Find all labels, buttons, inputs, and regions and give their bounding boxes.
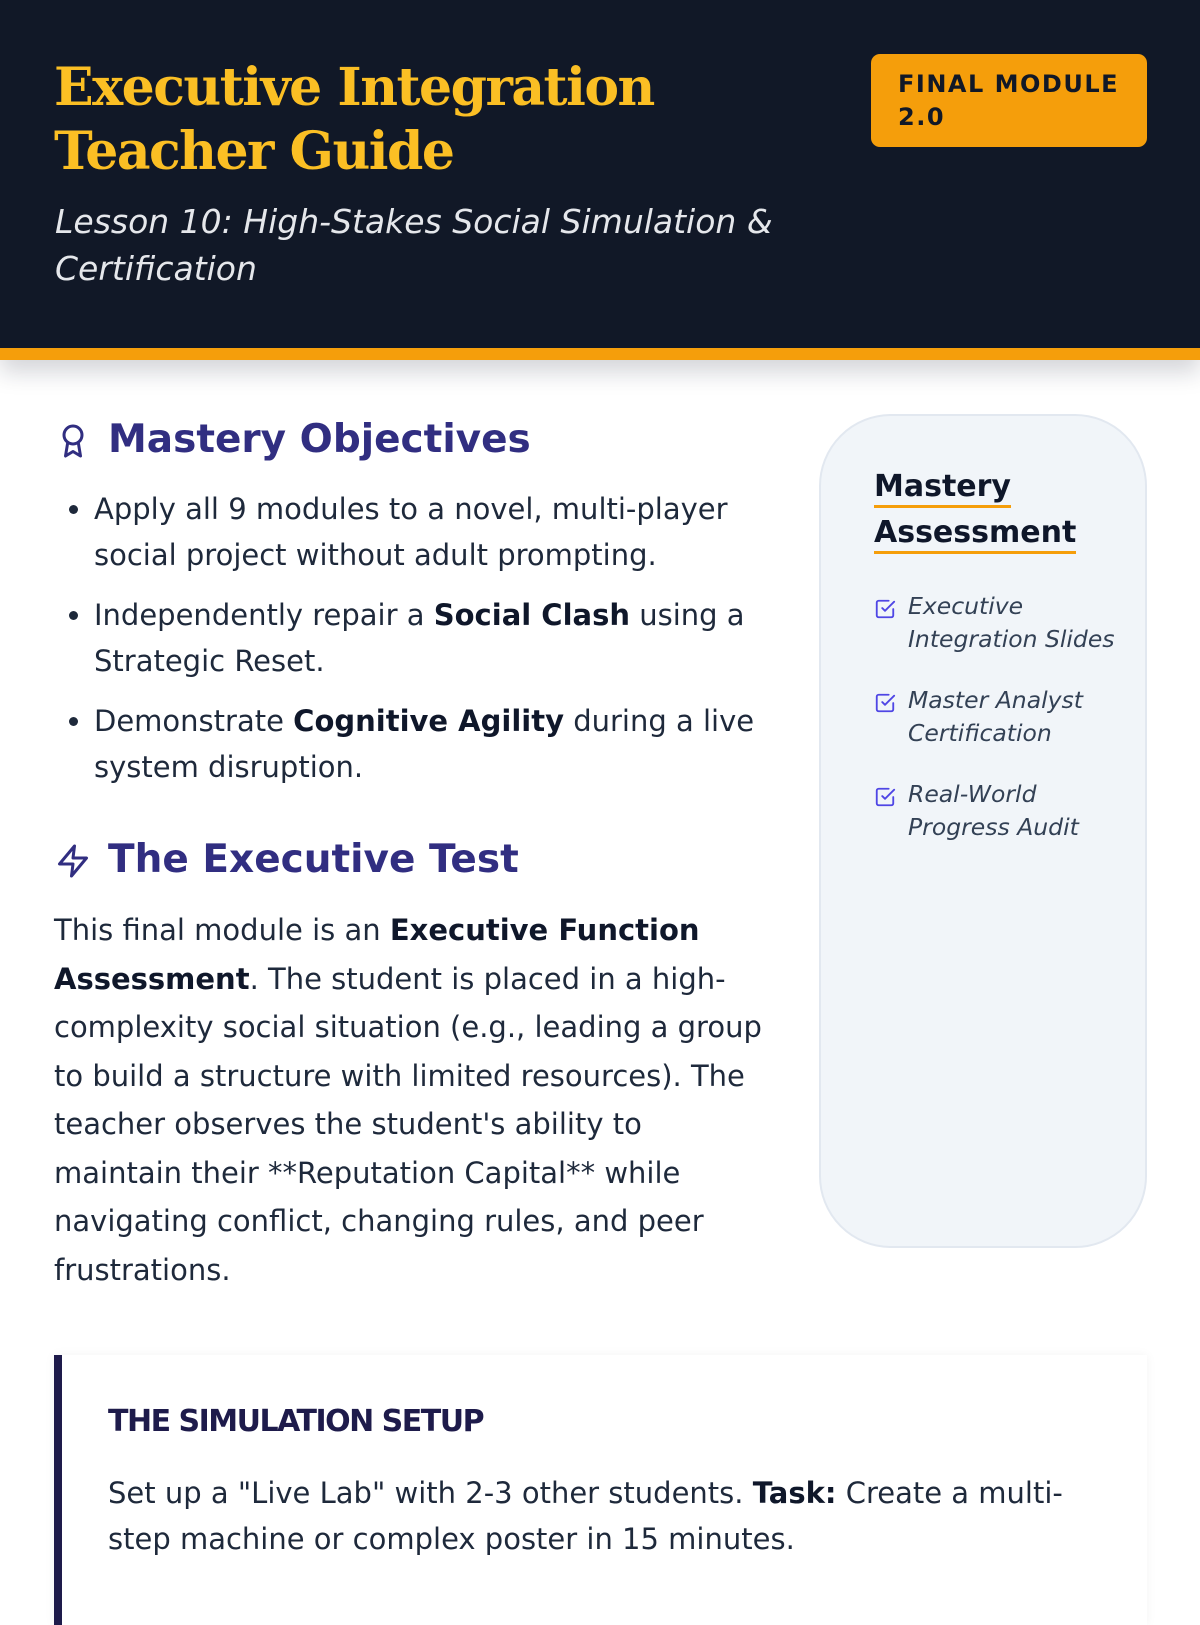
objective-text: using a Strategic Reset. [94, 598, 745, 678]
simulation-heading: THE SIMULATION SETUP [108, 1404, 484, 1439]
list-item [94, 592, 799, 684]
assessment-heading-text: Mastery Assessment [874, 469, 1076, 554]
objective-text: during a live system disruption. [94, 704, 755, 784]
paragraph-text: Set up a "Live Lab" with 2-3 other students. [108, 1476, 753, 1510]
assessment-item [874, 590, 1124, 656]
checkbox-icon [874, 692, 896, 714]
assessment-item [874, 684, 1124, 750]
paragraph-text: . The student is placed in a high-complexity social situation (e.g., leading a group to build a structure with limited resources). The teacher observes the student's ability to maintain their **Reputation Capital** while navigating conflict, changing rules, and peer frustrations. [54, 961, 762, 1287]
page-title: Executive Integration Teacher Guide [54, 57, 654, 182]
paragraph-emphasis: Executive Function Assessment [54, 913, 700, 996]
task-label: Task: [752, 1476, 837, 1510]
mastery-assessment-card [819, 414, 1147, 1248]
simulation-setup-box [54, 1355, 1147, 1625]
lesson-subtitle: Lesson 10: High-Stakes Social Simulation & Certification [55, 202, 773, 288]
executive-test-heading-text: The Executive Test [108, 837, 519, 882]
page-header [0, 0, 1200, 360]
objective-text: Independently repair a [94, 598, 434, 632]
award-icon [55, 423, 91, 459]
objectives-heading-text: Mastery Objectives [108, 417, 531, 462]
checkbox-icon [874, 598, 896, 620]
objective-emphasis: Cognitive Agility [293, 704, 564, 738]
objectives-heading [55, 416, 655, 464]
objective-emphasis: Social Clash [433, 598, 630, 632]
module-badge: FINAL MODULE 2.0 [871, 54, 1147, 147]
list-item [94, 698, 799, 790]
lightning-icon [55, 843, 91, 879]
assessment-list [874, 590, 1124, 872]
objective-text: Apply all 9 modules to a novel, multi-player social project without adult prompting. [94, 492, 728, 572]
checkbox-icon [874, 786, 896, 808]
assessment-item-label: Master Analyst Certification [908, 686, 1083, 747]
executive-test-heading [55, 836, 655, 884]
paragraph-text: Create a multi-step machine or complex poster in 15 minutes. [108, 1476, 1063, 1556]
assessment-heading [874, 464, 1114, 556]
assessment-item-label: Executive Integration Slides [908, 592, 1115, 653]
list-item [94, 486, 799, 578]
assessment-item [874, 778, 1124, 844]
simulation-paragraph [108, 1470, 1118, 1562]
assessment-item-label: Real-World Progress Audit [908, 780, 1079, 841]
objectives-list [55, 486, 799, 804]
paragraph-text: This final module is an [54, 913, 390, 947]
objective-text: Demonstrate [94, 704, 294, 738]
executive-test-paragraph [54, 906, 764, 1294]
